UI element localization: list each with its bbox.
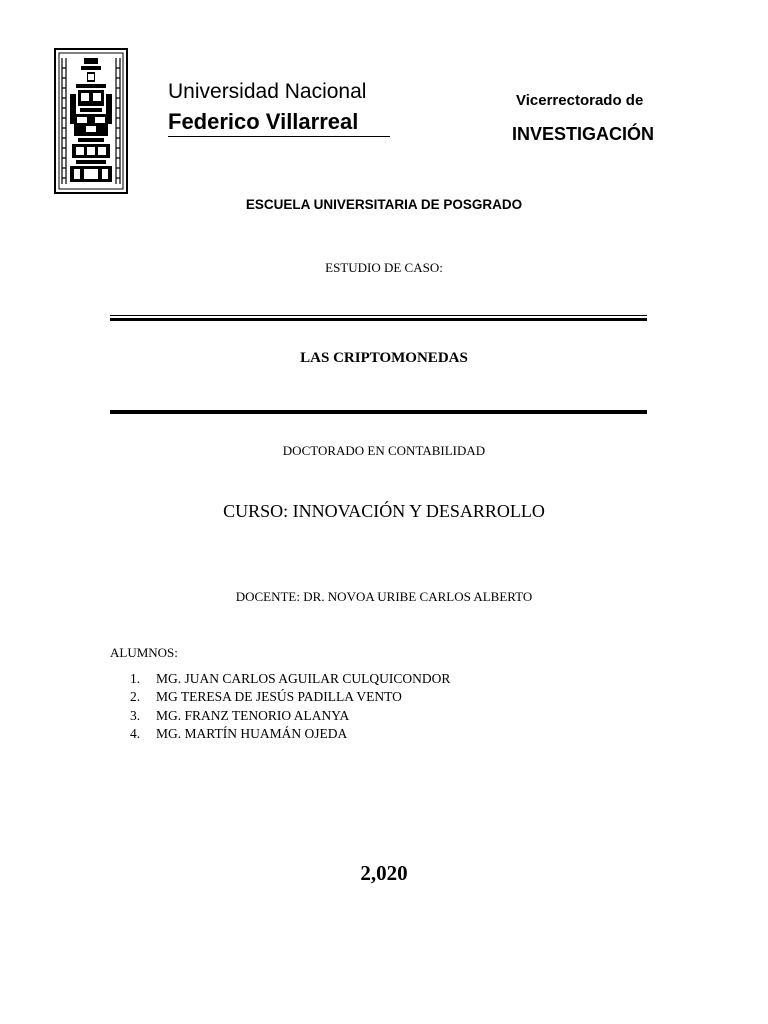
student-number: 2. — [130, 689, 141, 705]
student-item — [130, 688, 450, 706]
student-number: 3. — [130, 707, 141, 723]
student-number: 4. — [130, 725, 141, 741]
student-name: MG. JUAN CARLOS AGUILAR CULQUICONDOR — [156, 671, 451, 686]
student-item — [130, 707, 450, 725]
student-item — [130, 725, 450, 743]
course-name: CURSO: INNOVACIÓN Y DESARROLLO — [223, 501, 545, 521]
year: 2,020 — [360, 861, 408, 885]
investigacion-label: INVESTIGACIÓN — [512, 124, 655, 144]
university-name-line1: Universidad Nacional — [168, 80, 367, 103]
title-rule-top-thin — [110, 315, 647, 316]
university-name-line2: Federico Villarreal — [168, 109, 359, 134]
university-name-underline — [168, 136, 390, 137]
school-name: ESCUELA UNIVERSITARIA DE POSGRADO — [245, 197, 523, 212]
title-rule-top-thick — [110, 318, 647, 321]
program-name: DOCTORADO EN CONTABILIDAD — [282, 443, 486, 458]
teacher-name: DOCENTE: DR. NOVOA URIBE CARLOS ALBERTO — [235, 589, 533, 604]
student-number: 1. — [130, 671, 141, 686]
student-name: MG. FRANZ TENORIO ALANYA — [156, 707, 350, 723]
students-label: ALUMNOS: — [110, 645, 178, 660]
vicerrectorado-label: Vicerrectorado de — [516, 92, 644, 109]
title-rule-bottom — [110, 410, 647, 414]
student-name: MG TERESA DE JESÚS PADILLA VENTO — [156, 689, 402, 705]
document-title: LAS CRIPTOMONEDAS — [300, 350, 468, 366]
university-crest-icon — [54, 48, 128, 194]
student-name: MG. MARTÍN HUAMÁN OJEDA — [156, 725, 348, 741]
students-list — [130, 670, 450, 743]
case-study-label: ESTUDIO DE CASO: — [325, 260, 443, 275]
student-item — [130, 670, 450, 688]
